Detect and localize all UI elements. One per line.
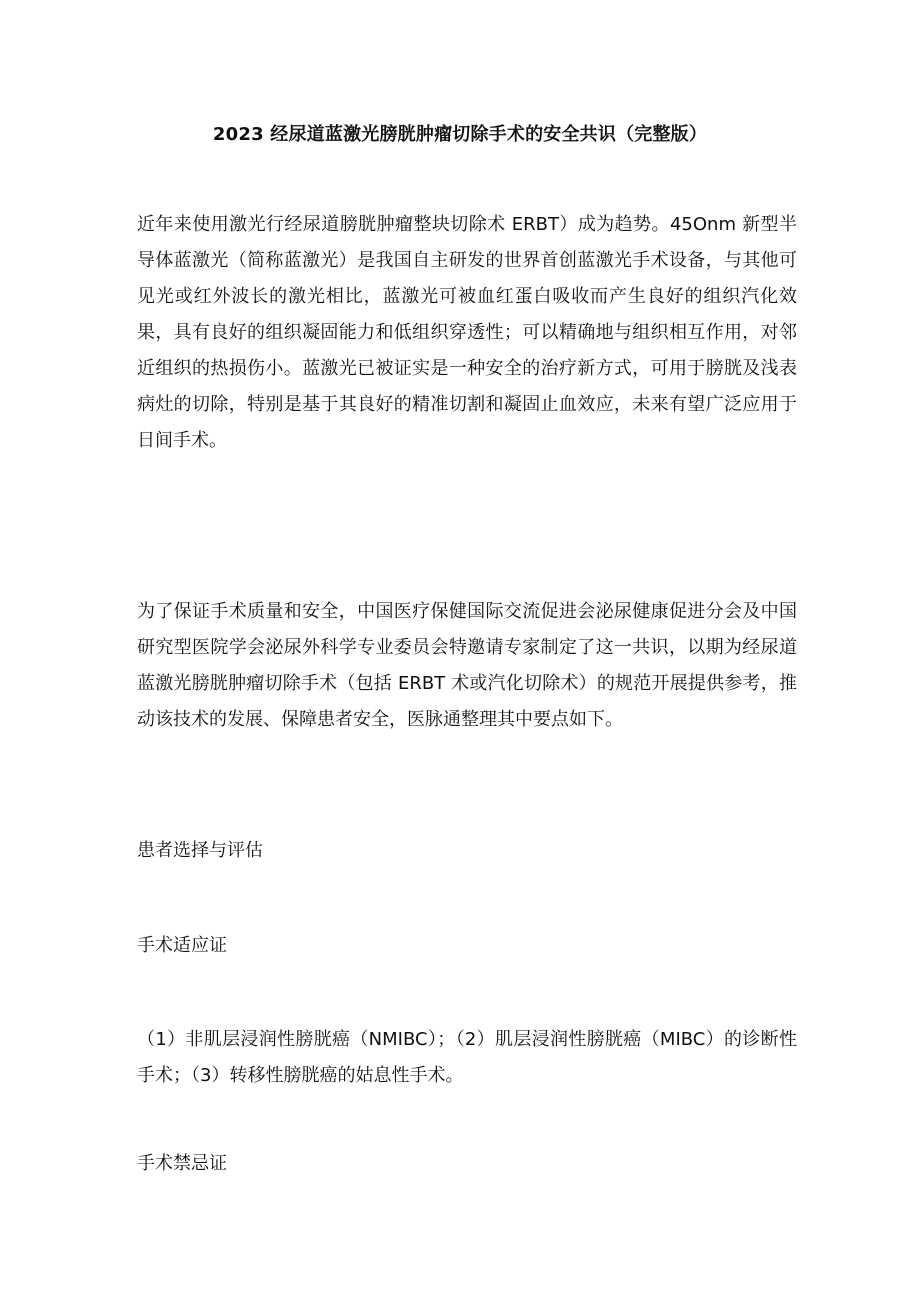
document-title: 2023 经尿道蓝激光膀胱肿瘤切除手术的安全共识（完整版） [212, 124, 708, 145]
section-heading-patient-selection: 患者选择与评估 [137, 840, 263, 861]
purpose-paragraph: 为了保证手术质量和安全，中国医疗保健国际交流促进会泌尿健康促进分会及中国研究型医院学会泌尿外科学专业委员会特邀请专家制定了这一共识，以期为经尿道蓝激光膀胱肿瘤切除手术（包括 ERBT 术或汽化切除术）的规范开展提供参考，推动该技术的发展、保障患者安全，医脉通整理其中要点如下。 [137, 601, 797, 730]
intro-paragraph: 近年来使用激光行经尿道膀胱肿瘤整块切除术 ERBT）成为趋势。45Onm 新型半导体蓝激光（简称蓝激光）是我国自主研发的世界首创蓝激光手术设备，与其他可见光或红外波长的激光相比，蓝激光可被血红蛋白吸收而产生良好的组织汽化效果，具有良好的组织凝固能力和低组织穿透性；可以精确地与组织相互作用，对邻近组织的热损伤小。蓝激光已被证实是一种安全的治疗新方式，可用于膀胱及浅表病灶的切除，特别是基于其良好的精准切割和凝固止血效应，未来有望广泛应用于日间手术。 [137, 214, 797, 451]
indications-paragraph: （1）非肌层浸润性膀胱癌（NMIBC）；（2）肌层浸润性膀胱癌（MIBC）的诊断性手术；（3）转移性膀胱癌的姑息性手术。 [137, 1029, 797, 1086]
section-heading-contraindications: 手术禁忌证 [137, 1153, 227, 1174]
section-heading-indications: 手术适应证 [137, 935, 227, 956]
